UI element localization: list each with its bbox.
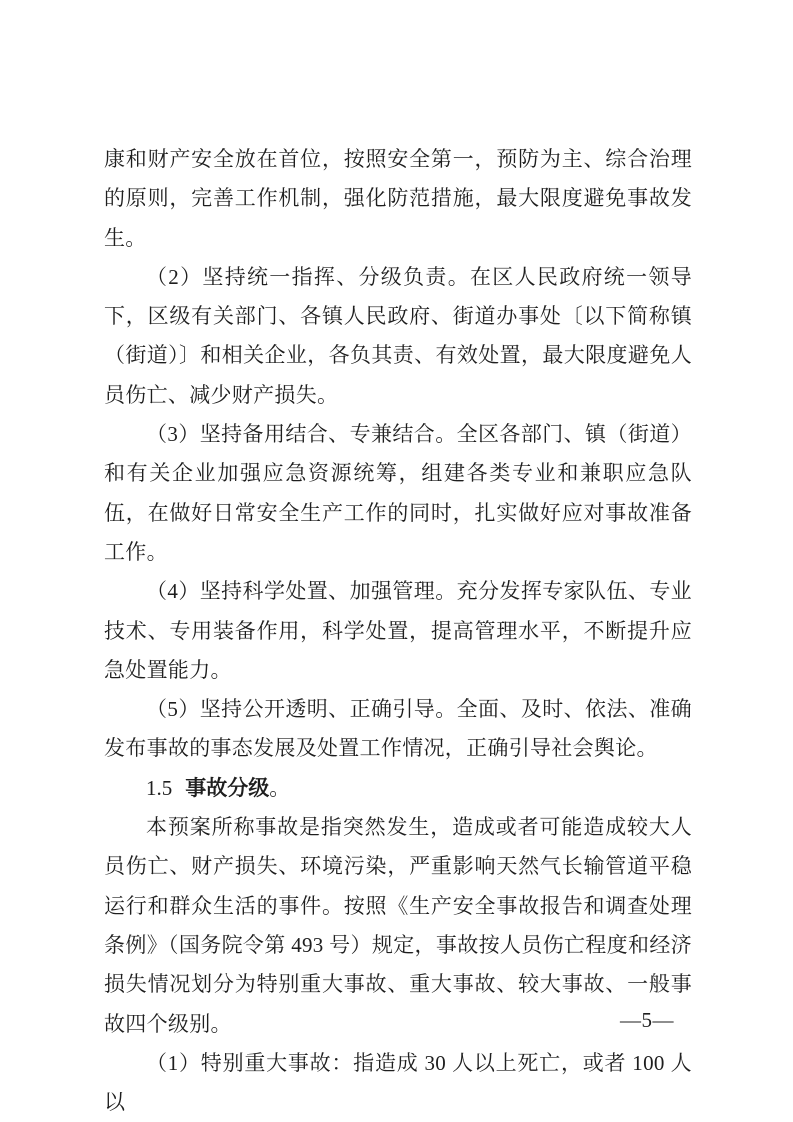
- paragraph-accident-level-1: （1）特别重大事故：指造成 30 人以上死亡，或者 100 人以: [104, 1050, 692, 1115]
- section-heading-period: 。: [269, 775, 291, 800]
- section-heading-title: 事故分级: [185, 775, 270, 800]
- paragraph-continuation: 康和财产安全放在首位，按照安全第一，预防为主、综合治理的原则，完善工作机制，强化防范措施，最大限度避免事故发生。: [104, 147, 692, 250]
- paragraph-principle-4: （4）坚持科学处置、加强管理。充分发挥专家队伍、专业技术、专用装备作用，科学处置，提高管理水平，不断提升应急处置能力。: [104, 579, 692, 682]
- paragraph-accident-definition: 本预案所称事故是指突然发生，造成或者可能造成较大人员伤亡、财产损失、环境污染，严重影响天然气长输管道平稳运行和群众生活的事件。按照《生产安全事故报告和调查处理条例》（国务院令第 493 号）规定，事故按人员伤亡程度和经济损失情况划分为特别重大事故、重大事故、较大事故、一般事故四个级别。: [104, 815, 692, 1036]
- section-heading-1-5: [104, 769, 692, 808]
- page-number: —5—: [620, 1008, 674, 1032]
- page-body-text: [104, 140, 692, 1122]
- paragraph-principle-5: （5）坚持公开透明、正确引导。全面、及时、依法、准确发布事故的事态发展及处置工作情况，正确引导社会舆论。: [104, 697, 692, 761]
- section-heading-number: 1.5: [146, 775, 173, 800]
- paragraph-principle-2: （2）坚持统一指挥、分级负责。在区人民政府统一领导下，区级有关部门、各镇人民政府、街道办事处〔以下简称镇（街道）〕和相关企业，各负其责、有效处置，最大限度避免人员伤亡、减少财产损失。: [104, 264, 692, 407]
- paragraph-principle-3: （3）坚持备用结合、专兼结合。全区各部门、镇（街道）和有关企业加强应急资源统筹，组建各类专业和兼职应急队伍，在做好日常安全生产工作的同时，扎实做好应对事故准备工作。: [104, 422, 692, 564]
